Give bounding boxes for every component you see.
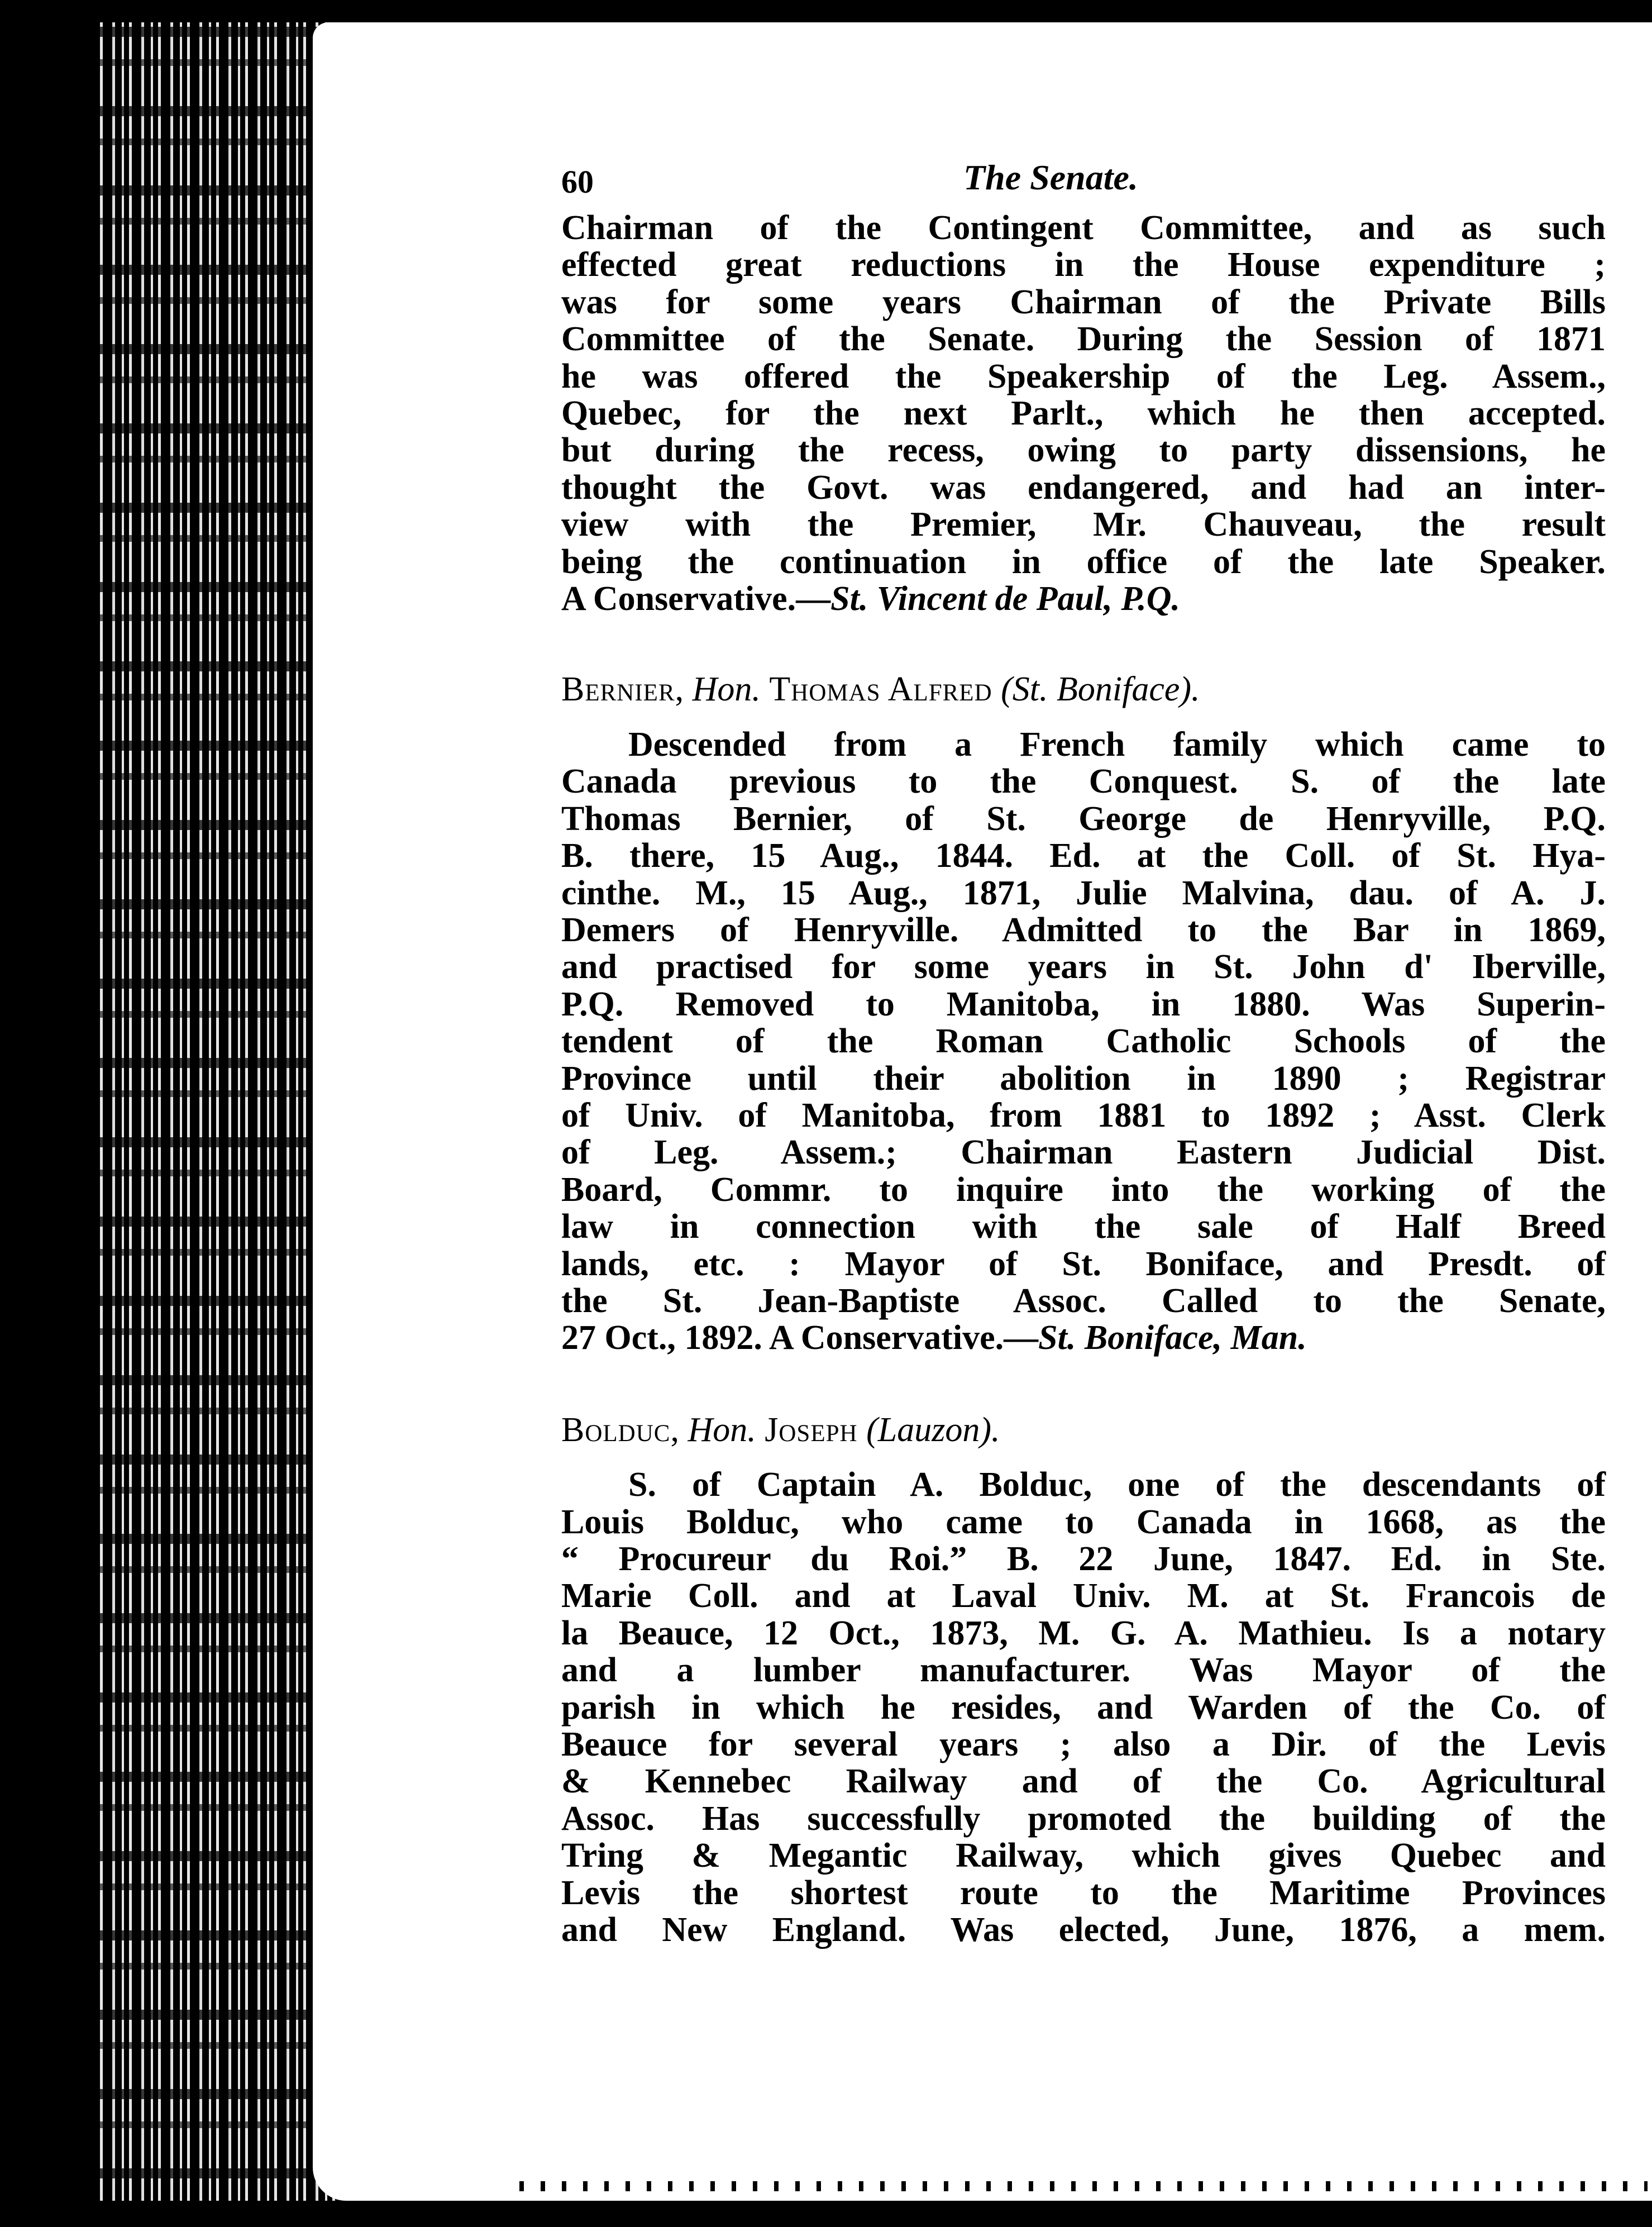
residence: St. Boniface, Man. [1038, 1319, 1307, 1357]
text-line-final [561, 580, 1606, 617]
honorific: Hon. [692, 670, 761, 709]
text-line: Tring & Megantic Railway, which gives Quebec and [561, 1837, 1606, 1875]
page-header [561, 159, 1572, 209]
text-line: Descended from a French family which came to [628, 725, 1606, 764]
text-line: Province until their abolition in 1890 ; Registrar [561, 1059, 1606, 1098]
text-line: Committee of the Senate. During the Session of 1871 [561, 320, 1606, 359]
page-number: 60 [561, 164, 594, 200]
honorific: Hon. [687, 1410, 756, 1449]
text-line: view with the Premier, Mr. Chauveau, the result [561, 506, 1606, 544]
text-line: and New England. Was elected, June, 1876, a mem. [561, 1911, 1606, 1949]
page-edges-shadow [95, 22, 341, 2201]
division: (St. Boniface). [1001, 670, 1200, 709]
text-line: parish in which he resides, and Warden of the Co. of [561, 1688, 1606, 1727]
text-line: P.Q. Removed to Manitoba, in 1880. Was Superin- [561, 985, 1606, 1023]
continuation-paragraph [561, 209, 1606, 617]
text-line: Board, Commr. to inquire into the working of the [561, 1170, 1606, 1209]
text-line: and a lumber manufacturer. Was Mayor of the [561, 1651, 1606, 1690]
text-line: cinthe. M., 15 Aug., 1871, Julie Malvina, dau. of A. J. [561, 874, 1606, 912]
entry-heading-bernier: Bernier, Hon. Thomas Alfred (St. Boniface). [561, 670, 1200, 709]
text-line: of Leg. Assem.; Chairman Eastern Judicial Dist. [561, 1133, 1606, 1172]
surname: Bernier [561, 670, 675, 709]
text-line: Quebec, for the next Parlt., which he then accepted. [561, 394, 1606, 433]
text-line: thought the Govt. was endangered, and had an inter- [561, 468, 1606, 507]
text-line: but during the recess, owing to party dissensions, he [561, 431, 1606, 470]
given-names: Thomas Alfred [769, 670, 992, 709]
final-text: A Conservative.— [561, 580, 831, 618]
text-line: of Univ. of Manitoba, from 1881 to 1892 ; Asst. Clerk [561, 1096, 1606, 1134]
text-line-final [561, 1319, 1606, 1356]
final-text: 27 Oct., 1892. A Conservative.— [561, 1319, 1039, 1357]
text-line: B. there, 15 Aug., 1844. Ed. at the Coll. of St. Hya- [561, 837, 1606, 875]
text-line: Assoc. Has successfully promoted the building of the [561, 1799, 1606, 1838]
text-line: “ Procureur du Roi.” B. 22 June, 1847. Ed. in Ste. [561, 1540, 1606, 1578]
text-line: & Kennebec Railway and of the Co. Agricultural [561, 1762, 1606, 1801]
surname: Bolduc [561, 1410, 671, 1449]
text-line: and practised for some years in St. John d' Iberville, [561, 948, 1606, 986]
bottom-page-edge [503, 2181, 1648, 2191]
text-line: S. of Captain A. Bolduc, one of the descendants of [628, 1466, 1606, 1504]
running-title: The Senate. [963, 158, 1138, 197]
text-line: the St. Jean-Baptiste Assoc. Called to the Senate, [561, 1281, 1606, 1320]
text-line: effected great reductions in the House expenditure ; [561, 246, 1606, 284]
entry-paragraph-bolduc [561, 1466, 1606, 1948]
entry-heading-bolduc: Bolduc, Hon. Joseph (Lauzon). [561, 1410, 1000, 1449]
text-line: Demers of Henryville. Admitted to the Bar in 1869, [561, 910, 1606, 949]
text-line: Beauce for several years ; also a Dir. of the Levis [561, 1725, 1606, 1764]
entry-paragraph-bernier [561, 726, 1606, 1357]
text-line: Marie Coll. and at Laval Univ. M. at St. Francois de [561, 1577, 1606, 1615]
text-line: Thomas Bernier, of St. George de Henryville, P.Q. [561, 799, 1606, 838]
text-line: la Beauce, 12 Oct., 1873, M. G. A. Mathieu. Is a notary [561, 1614, 1606, 1652]
text-line: Chairman of the Contingent Committee, and as such [561, 209, 1606, 247]
text-line: being the continuation in office of the late Speaker. [561, 542, 1606, 581]
text-column [561, 159, 1606, 1948]
text-line: was for some years Chairman of the Private Bills [561, 283, 1606, 321]
residence: St. Vincent de Paul, P.Q. [830, 580, 1181, 618]
text-line: Canada previous to the Conquest. S. of the late [561, 762, 1606, 801]
text-line: he was offered the Speakership of the Leg. Assem., [561, 357, 1606, 395]
text-line: Levis the shortest route to the Maritime Provinces [561, 1873, 1606, 1912]
division: (Lauzon). [866, 1410, 1000, 1449]
text-line: law in connection with the sale of Half Breed [561, 1208, 1606, 1246]
text-line: lands, etc. : Mayor of St. Boniface, and Presdt. of [561, 1244, 1606, 1283]
text-line: Louis Bolduc, who came to Canada in 1668, as the [561, 1503, 1606, 1541]
text-line: tendent of the Roman Catholic Schools of the [561, 1022, 1606, 1061]
given-names: Joseph [765, 1410, 858, 1449]
